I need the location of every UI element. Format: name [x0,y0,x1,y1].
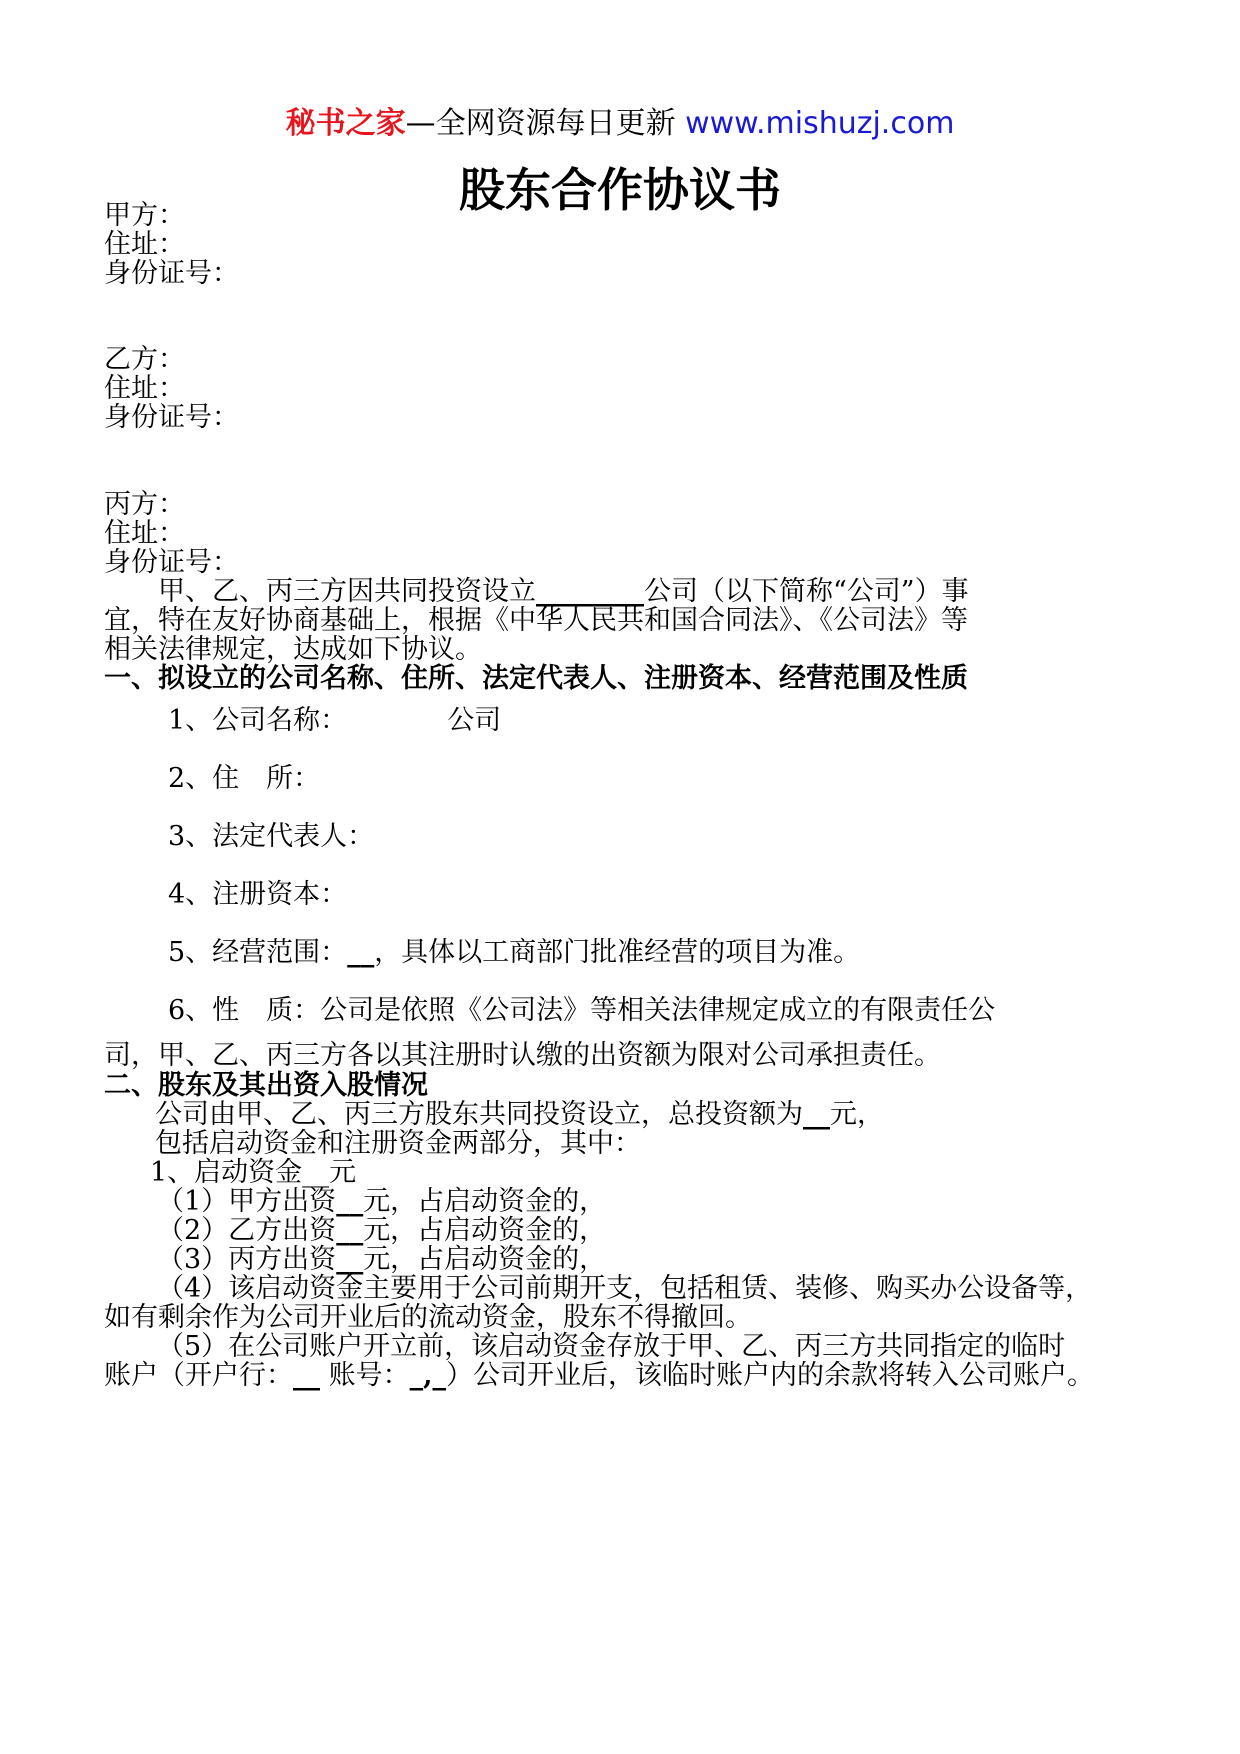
item-nature-line-2: 司，甲、乙、丙三方各以其注册时认缴的出资额为限对公司承担责任。 [104,1040,941,1071]
party-c-id: 身份证号： [104,547,239,578]
party-b-address: 住址： [104,373,185,404]
contribution-c-blank: __ [336,1244,364,1275]
section-2-para-2: 包括启动资金和注册资金两部分，其中： [155,1128,641,1159]
contribution-b-blank: __ [336,1215,364,1246]
item-company-name-label: 1、公司名称： [168,705,348,736]
site-banner [0,104,1240,144]
contribution-b-text: 元，占启动资金的， [363,1215,607,1246]
total-investment-text: 公司由甲、乙、丙三方股东共同投资设立，总投资额为 [155,1099,803,1130]
contribution-c-text: 元，占启动资金的， [363,1244,607,1275]
temp-account-line-1: （5）在公司账户开立前，该启动资金存放于甲、乙、丙三方共同指定的临时 [157,1331,1066,1362]
intro-line-3: 相关法律规定，达成如下协议。 [104,634,482,665]
contribution-a-text: 元，占启动资金的， [363,1186,607,1217]
item-company-name-value: 公司 [447,705,502,736]
intro-line-1 [104,576,969,608]
party-c-name: 丙方： [104,489,185,520]
capital-usage-line-2: 如有剩余作为公司开业后的流动资金，股东不得撤回。 [104,1302,752,1333]
business-scope-label: 5、经营范围： [168,937,348,968]
contribution-a [157,1186,606,1218]
item-nature-line-1: 6、性 质：公司是依照《公司法》等相关法律规定成立的有限责任公 [168,995,996,1026]
party-b-id: 身份证号： [104,402,239,433]
intro-text-b: 公司（以下简称“公司”）事 [644,576,969,607]
party-a-name: 甲方： [104,200,185,231]
capital-usage-line-1: （4）该启动资金主要用于公司前期开支，包括租赁、装修、购买办公设备等， [157,1273,1093,1304]
business-scope-text: ，具体以工商部门批准经营的项目为准。 [374,937,861,968]
banner-url-link[interactable]: www.mishuzj.com [675,106,955,141]
item-legal-rep: 3、法定代表人： [168,821,375,852]
party-b-name: 乙方： [104,344,185,375]
temp-account-text: ）公司开业后，该临时账户内的余款将转入公司账户。 [446,1360,1094,1391]
item-business-scope [168,937,860,969]
banner-slogan: —全网资源每日更新 [405,106,676,141]
contribution-c [157,1244,606,1276]
account-blank: _,_ [409,1360,446,1391]
section-1-heading: 一、拟设立的公司名称、住所、法定代表人、注册资本、经营范围及性质 [104,663,968,694]
item-company-name [168,705,501,737]
section-2-para-1 [155,1099,884,1131]
total-investment-unit: 元， [830,1099,884,1130]
total-investment-blank: __ [803,1099,830,1130]
document-title: 股东合作协议书 [459,163,781,217]
banner-brand: 秘书之家 [285,106,406,141]
contribution-a-blank: __ [336,1186,364,1217]
section-2-heading: 二、股东及其出资入股情况 [104,1070,428,1101]
intro-text-a: 甲、乙、丙三方因共同投资设立 [104,576,536,607]
contribution-a-label: （1）甲方出资 [157,1186,337,1217]
contribution-b [157,1215,606,1247]
bank-label: 账户（开户行： [104,1360,293,1391]
party-c-address: 住址： [104,518,185,549]
business-scope-blank: __ [347,937,375,968]
startup-capital-heading: 1、启动资金__元 [150,1157,357,1188]
item-residence: 2、住 所： [168,763,321,794]
item-registered-capital: 4、注册资本： [168,879,348,910]
intro-line-2: 宜，特在友好协商基础上，根据《中华人民共和国合同法》、《公司法》等 [104,605,968,636]
contribution-c-label: （3）丙方出资 [157,1244,337,1275]
account-label: 账号： [320,1360,410,1391]
party-a-address: 住址： [104,229,185,260]
bank-blank: __ [293,1360,320,1391]
contribution-b-label: （2）乙方出资 [157,1215,337,1246]
temp-account-line-2 [104,1360,1094,1392]
company-name-blank: ________ [536,576,644,607]
party-a-id: 身份证号： [104,258,239,289]
